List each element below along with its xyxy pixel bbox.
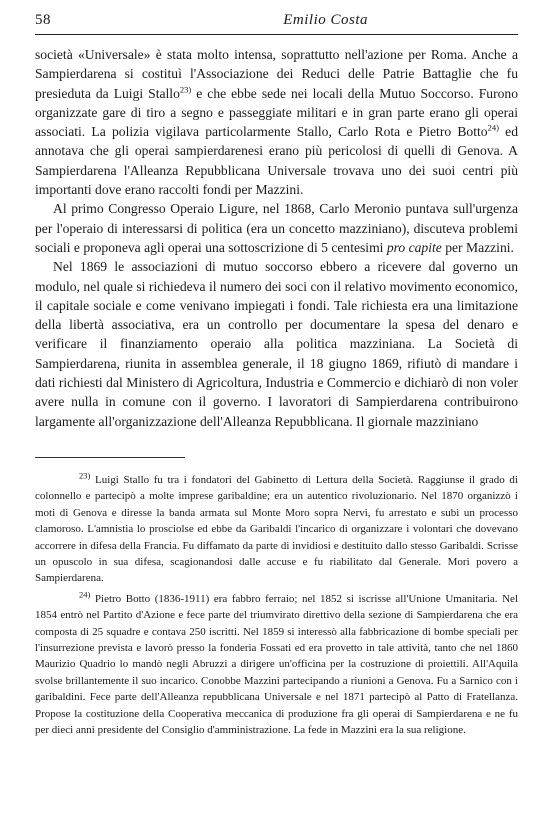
paragraph-text: per Mazzini. xyxy=(441,239,514,255)
italic-phrase: pro capite xyxy=(386,239,442,255)
footnote-text: Luigi Stallo fu tra i fondatori del Gabinetto di Lettura della Società. Raggiunse il grado di colonnello e partecipò a molte imprese garibaldine; era un autentico rivoluzionario. Nel 1870 organizzò i moti di Genova e diresse la banda armata sul Monte Moro sopra Nervi, fu arrestato e subì un processo clamoroso. L'amnistia lo prosciolse ed ebbe da Garibaldi l'incarico di organizzare i volontari che dovevano accorrere in difesa della Francia. Fu diffamato da parte di invidiosi e destituito dallo stesso Garibaldi. Scrisse un opuscolo in sua difesa, scagionandosi dalle accuse e fu riabilitato dal Generale. Morì povero a Sampierdarena. xyxy=(35,473,518,585)
footnote-separator xyxy=(35,457,185,458)
paragraph-text: Al primo Congresso Operaio Ligure, nel 1868, Carlo Meronio puntava sull'urgenza per l'operaio di interessarsi di politica (era un concetto mazziniano), discuteva problemi sociali e proponeva agli operai una sottoscrizione di 5 centesimi xyxy=(35,201,518,255)
footnote-ref-24: 24) xyxy=(487,122,499,133)
footnote-number: 24) xyxy=(79,589,91,600)
footnote-text: Pietro Botto (1836-1911) era fabbro ferraio; nel 1852 si iscrisse all'Unione Umanitaria. Nel 1854 entrò nel Partito d'Azione e fece parte del triumvirato direttivo della sezione di Sampierdarena che era composta di 25 squadre e contava 250 iscritti. Nel 1859 si interessò alla fabbricazione di bombe speciali per l'insurrezione prevista e lavorò presso la fonderia Fossati ed era provetto in tale attività, tanto che nel 1860 Maurizio Quadrio lo mandò negli Abruzzi a dirigere un'officina per la costruzione di proiettili. All'Aquila svolse brillantemente il suo incarico. Conobbe Mazzini partecipando a riunioni a Genova. Fu a Sarnico con i garibaldini. Fece parte dell'Alleanza repubblicana Universale e nel 1871 partecipò al Patto di Fratellanza. Propose la costituzione della Cooperativa meccanica di produzione fra gli operai di Sampierdarena e ne fu per dieci anni presidente del Consiglio d'amministrazione. La fede in Mazzini era la sua religione. xyxy=(35,592,518,737)
paragraph-1 xyxy=(35,45,518,199)
paragraph-text: società «Universale» è stata molto intensa, soprattutto nell'azione per Roma. Anche a Sampierdarena si costituì l'Associazione dei Reduci delle Patrie Battaglie che fu presieduta da Luigi Stallo xyxy=(35,47,518,101)
paragraph-3 xyxy=(35,257,518,431)
paragraph-text: ed annotava che gli operai sampierdarenesi erano più pericolosi di quelli di Genova. A Sampierdarena l'Alleanza Repubblicana Universale trovava uno dei suoi centri più importanti dove erano raccolti fondi per Mazzini. xyxy=(35,124,518,198)
running-head: Emilio Costa xyxy=(283,12,368,28)
footnote-ref-23: 23) xyxy=(179,84,192,95)
page-number: 58 xyxy=(35,12,51,28)
footnote-24 xyxy=(35,591,518,739)
footnote-number: 23) xyxy=(79,470,91,481)
paragraph-text: Nel 1869 le associazioni di mutuo soccorso ebbero a ricevere dal governo un modulo, nel quale si richiedeva il numero dei soci con il relativo movimento economico, il capitale sociale e come venivano impiegati i fondi. Tale richiesta era una limitazione della libertà associativa, era un controllo per documentare la spesa del denaro e verificare il finanziamento operaio alla politica mazziniana. La Società di Sampierdarena, riunita in assemblea generale, il 18 giugno 1869, rifiutò di mandare i dati richiesti dal Ministero di Agricoltura, Industria e Commercio e dichiarò di non voler avere nulla in comune con il governo. I lavoratori di Sampierdarena contribuirono largamente all'organizzazione dell'Alleanza Repubblicana. Il giornale mazziniano xyxy=(35,259,518,429)
footnote-23 xyxy=(35,472,518,587)
main-text xyxy=(35,45,518,431)
page-header xyxy=(35,12,518,35)
paragraph-2 xyxy=(35,199,518,257)
footnotes xyxy=(35,472,518,739)
paragraph-text: e che ebbe sede nei locali della Mutuo Soccorso. Furono organizzate gare di tiro a segno e passeggiate militari e in gran parte erano gli operai associati. La polizia vigilava particolarmente Stallo, Carlo Rota e Pietro Botto xyxy=(35,85,518,140)
